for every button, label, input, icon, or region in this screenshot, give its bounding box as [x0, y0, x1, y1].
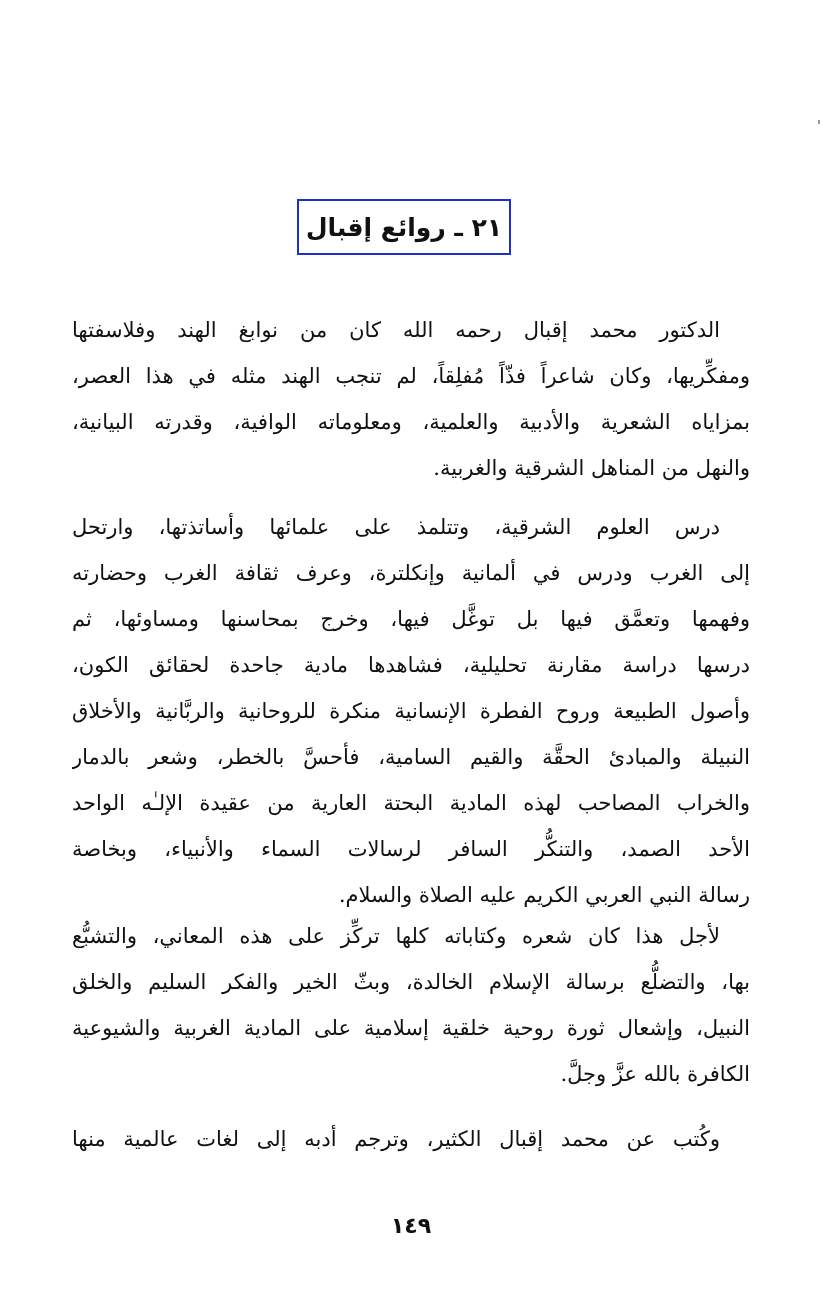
paragraph-line: إلى الغرب ودرس في ألمانية وإنكلترة، وعرف ثقافة الغرب وحضارته — [72, 561, 750, 585]
paragraph-line: درسها دراسة مقارنة تحليلية، فشاهدها مادية جاحدة لحقائق الكون، — [72, 653, 750, 677]
paragraph-line: رسالة النبي العربي الكريم عليه الصلاة والسلام. — [338, 883, 750, 907]
paragraph-line: والخراب المصاحب لهذه المادية البحتة العارية من عقيدة الإلـٰه الواحد — [72, 791, 750, 815]
paragraph-1 — [72, 307, 750, 491]
chapter-title-box — [297, 199, 511, 255]
paragraph-2 — [72, 504, 750, 918]
paragraph-line: ومفكِّريها، وكان شاعراً فذّاً مُفلِقاً، لم تنجب الهند مثله في هذا العصر، — [72, 364, 750, 388]
chapter-title: ٢١ ـ روائع إقبال — [305, 212, 503, 242]
page-number: ١٤٩ — [390, 1214, 432, 1239]
paragraph-line: بها، والتضلُّع برسالة الإسلام الخالدة، وبثّ الخير والفكر السليم والخلق — [72, 970, 750, 994]
paragraph-line: الكافرة بالله عزَّ وجلَّ. — [560, 1062, 750, 1086]
paragraph-3 — [72, 913, 750, 1097]
paragraph-line: النبيل، وإشعال ثورة روحية خلقية إسلامية على المادية الغربية والشيوعية — [72, 1016, 750, 1040]
paragraph-line: درس العلوم الشرقية، وتتلمذ على علمائها وأساتذتها، وارتحل — [72, 515, 720, 539]
paragraph-line: بمزاياه الشعرية والأدبية والعلمية، ومعلوماته الوافية، وقدرته البيانية، — [72, 410, 750, 434]
paragraph-4 — [72, 1116, 750, 1162]
paragraph-line: لأجل هذا كان شعره وكتاباته كلها تركِّز على هذه المعاني، والتشبُّع — [72, 924, 720, 948]
paragraph-line: وأصول الطبيعة وروح الفطرة الإنسانية منكرة للروحانية والربَّانية والأخلاق — [72, 699, 750, 723]
paragraph-line: الدكتور محمد إقبال رحمه الله كان من نوابغ الهند وفلاسفتها — [72, 318, 720, 342]
paragraph-line: وفهمها وتعمَّق فيها بل توغَّل فيها، وخرج بمحاسنها ومساوئها، ثم — [72, 607, 750, 631]
paragraph-line: والنهل من المناهل الشرقية والغربية. — [433, 456, 750, 480]
paragraph-line: النبيلة والمبادئ الحقَّة والقيم السامية، فأحسَّ بالخطر، وشعر بالدمار — [72, 745, 750, 769]
scan-speck — [818, 120, 820, 124]
paragraph-line: وكُتب عن محمد إقبال الكثير، وترجم أدبه إلى لغات عالمية منها — [72, 1127, 720, 1151]
paragraph-line: الأحد الصمد، والتنكُّر السافر لرسالات السماء والأنبياء، وبخاصة — [72, 837, 750, 861]
